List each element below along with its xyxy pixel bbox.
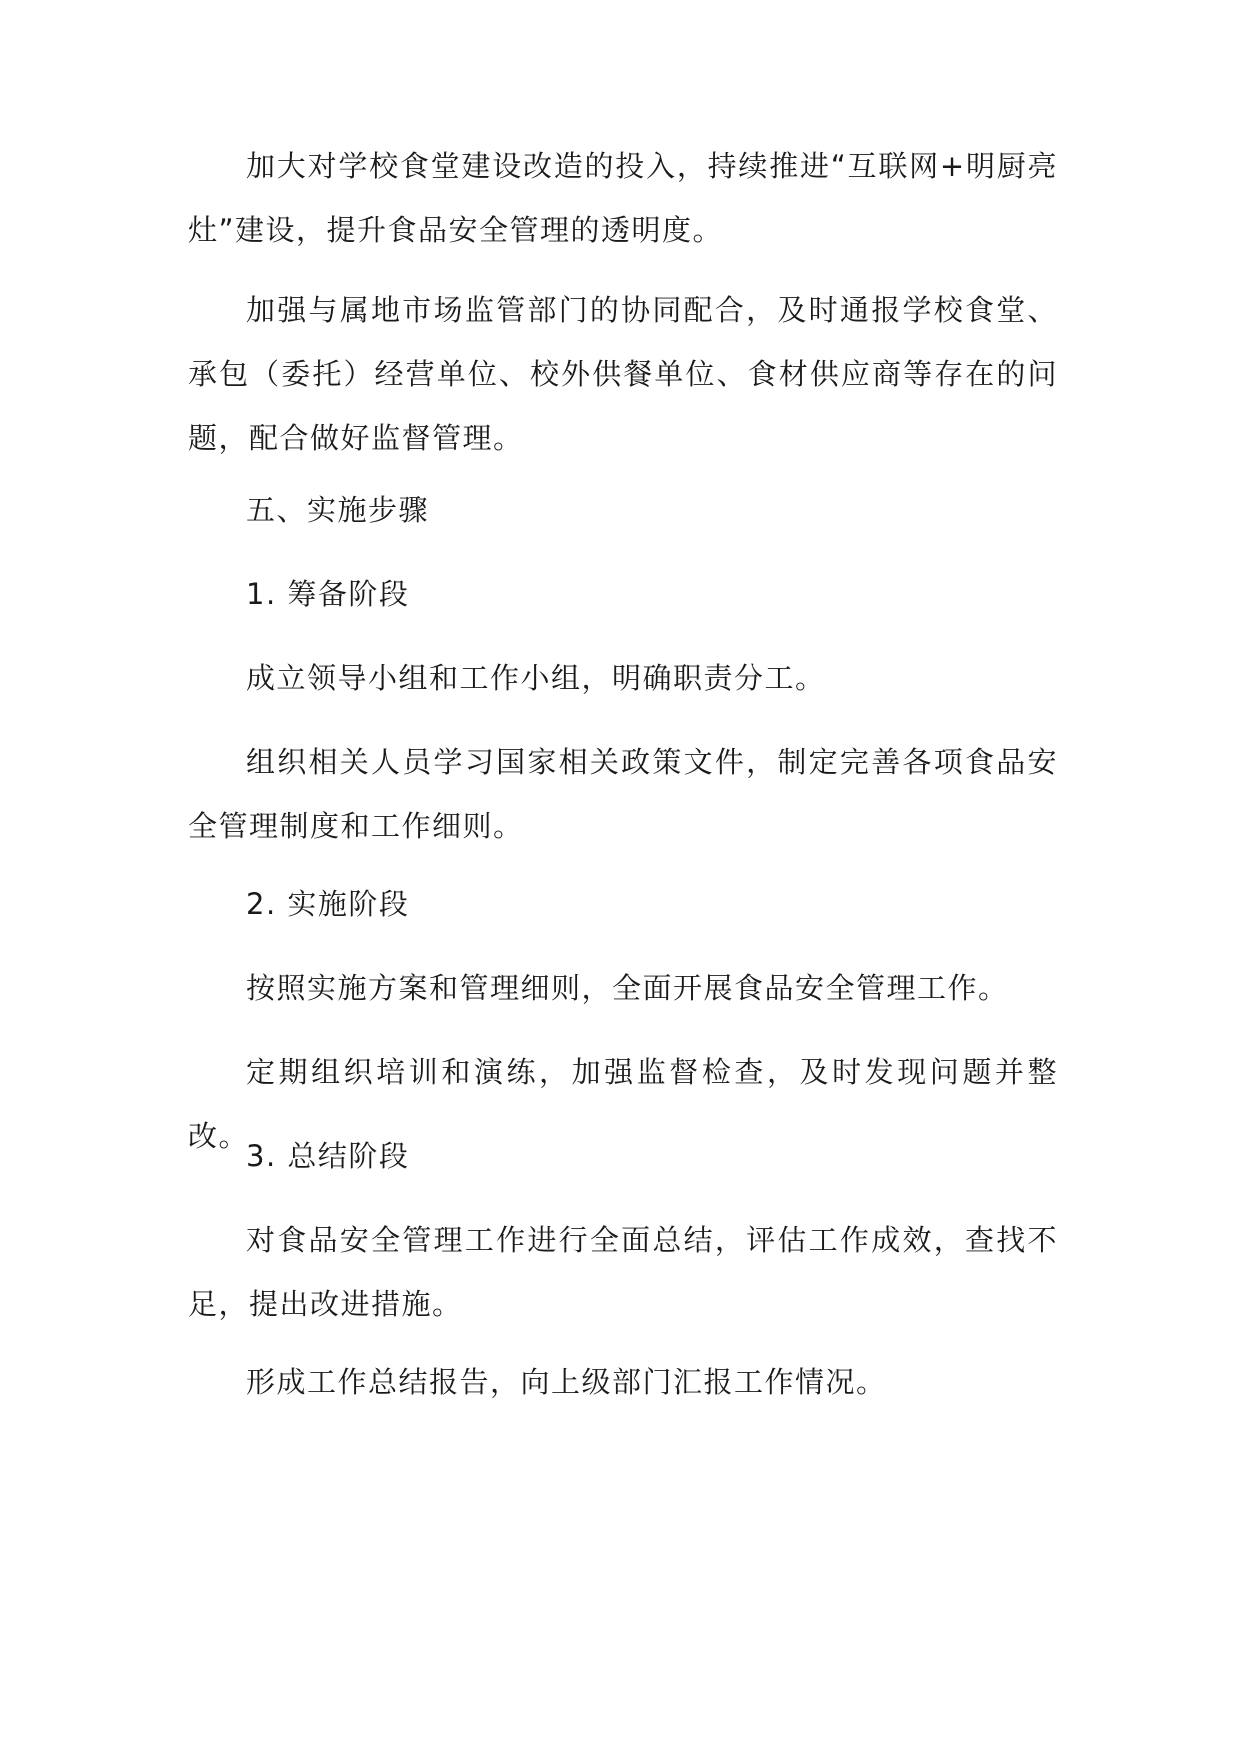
paragraph-study-policies: 组织相关人员学习国家相关政策文件，制定完善各项食品安全管理制度和工作细则。: [188, 745, 1058, 843]
paragraph-training-inspection: 定期组织培训和演练，加强监督检查，及时发现问题并整改。: [188, 1055, 1058, 1153]
subheading-preparation-stage: 1. 筹备阶段: [246, 577, 410, 611]
subheading-implementation-stage: 2. 实施阶段: [246, 887, 410, 921]
paragraph-canteen-investment: 加大对学校食堂建设改造的投入，持续推进“互联网+明厨亮灶”建设，提升食品安全管理的透明度。: [188, 149, 1058, 247]
paragraph-establish-groups: 成立领导小组和工作小组，明确职责分工。: [246, 661, 826, 695]
paragraph-market-supervision-cooperation: 加强与属地市场监管部门的协同配合，及时通报学校食堂、承包（委托）经营单位、校外供餐单位、食材供应商等存在的问题，配合做好监督管理。: [188, 293, 1058, 455]
paragraph-carry-out-work: 按照实施方案和管理细则，全面开展食品安全管理工作。: [246, 971, 1009, 1005]
subheading-summary-stage: 3. 总结阶段: [246, 1139, 410, 1173]
paragraph-work-report: 形成工作总结报告，向上级部门汇报工作情况。: [246, 1365, 887, 1399]
paragraph-comprehensive-summary: 对食品安全管理工作进行全面总结，评估工作成效，查找不足，提出改进措施。: [188, 1223, 1058, 1321]
section-heading-implementation-steps: 五、实施步骤: [246, 493, 430, 527]
